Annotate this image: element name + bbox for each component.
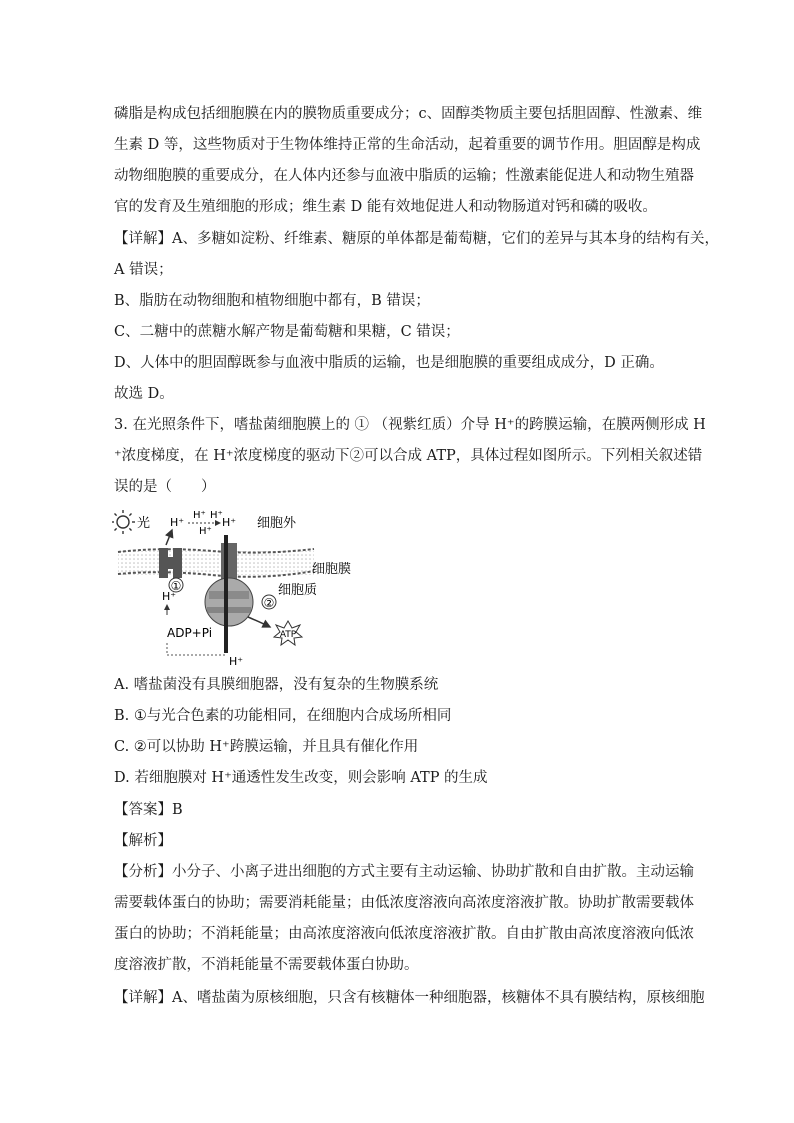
detail-line: 【详解】A、嗜盐菌为原核细胞，只含有核糖体一种细胞器，核糖体不具有膜结构，原核细胞 (114, 990, 705, 1006)
analysis-header: 【解析】 (114, 833, 172, 849)
text-line: 动物细胞膜的重要成分，在人体内还参与血液中脂质的运输；性激素能促进人和动物生殖器 (114, 168, 694, 184)
sun-icon (112, 510, 135, 534)
text-line: 故选 D。 (114, 386, 174, 402)
h-ion-label: H⁺ (193, 510, 206, 521)
h-ion-label: H⁺ (222, 516, 237, 529)
analysis-line: 度溶液扩散，不消耗能量不需要载体蛋白协助。 (114, 957, 419, 973)
text-line: A 错误； (114, 262, 173, 278)
cell-membrane (118, 549, 314, 577)
cytoplasm-label: 细胞质 (278, 583, 318, 598)
h-ion-label: H⁺ (210, 510, 223, 521)
analysis-line: 需要载体蛋白的协助；需要消耗能量；由低浓度溶液向高浓度溶液扩散。协助扩散需要载体 (114, 895, 694, 911)
label-1: ① (170, 579, 182, 593)
h-ion-label: H⁺ (162, 590, 177, 603)
text-line: 生素 D 等，这些物质对于生物体维持正常的生命活动，起着重要的调节作用。胆固醇是构成 (114, 137, 701, 153)
text-line: 官的发育及生殖细胞的形成；维生素 D 能有效地促进人和动物肠道对钙和磷的吸收。 (114, 199, 657, 215)
h-ion-label: H⁺ (170, 516, 185, 529)
option-d: D. 若细胞膜对 H⁺通透性发生改变，则会影响 ATP 的生成 (114, 770, 488, 786)
label-2: ② (263, 596, 275, 610)
text-line: B、脂肪在动物细胞和植物细胞中都有，B 错误； (114, 293, 430, 309)
option-c: C. ②可以协助 H⁺跨膜运输，并且具有催化作用 (114, 739, 419, 755)
membrane-label: 细胞膜 (312, 562, 352, 577)
atp-label: ATP (279, 630, 297, 640)
light-label: 光 (137, 516, 151, 531)
question-stem: 3. 在光照条件下，嗜盐菌细胞膜上的 ① （视紫红质）介导 H⁺的跨膜运输，在膜两侧形成 H (114, 417, 706, 433)
h-ion-label: H⁺ (229, 655, 244, 667)
text-line: C、二糖中的蔗糖水解产物是葡萄糖和果糖，C 错误； (114, 324, 460, 340)
atp-burst (274, 621, 302, 645)
text-line: 磷脂是构成包括细胞膜在内的膜物质重要成分；c、固醇类物质主要包括胆固醇、性激素、维 (114, 106, 703, 122)
option-a: A. 嗜盐菌没有具膜细胞器，没有复杂的生物膜系统 (114, 677, 439, 693)
detail-line: 【详解】A、多糖如淀粉、纤维素、糖原的单体都是葡萄糖，它们的差异与其本身的结构有关， (114, 231, 719, 247)
option-b: B. ①与光合色素的功能相同，在细胞内合成场所相同 (114, 708, 452, 724)
analysis-line: 蛋白的协助；不消耗能量；由高浓度溶液向低浓度溶液扩散。自由扩散由高浓度溶液向低浓 (114, 926, 694, 942)
analysis-line: 【分析】小分子、小离子进出细胞的方式主要有主动运输、协助扩散和自由扩散。主动运输 (114, 864, 694, 880)
h-ion-label: H⁺ (199, 526, 212, 537)
outside-label: 细胞外 (257, 516, 297, 531)
adp-label: ADP+Pi (167, 626, 213, 640)
question-stem: 误的是（ ） (114, 479, 216, 495)
text-line: D、人体中的胆固醇既参与血液中脂质的运输，也是细胞膜的重要组成成分，D 正确。 (114, 355, 664, 371)
question-stem: ⁺浓度梯度，在 H⁺浓度梯度的驱动下②可以合成 ATP，具体过程如图所示。下列相关叙述错 (114, 448, 703, 464)
membrane-diagram (112, 505, 362, 667)
answer: 【答案】B (114, 802, 183, 818)
